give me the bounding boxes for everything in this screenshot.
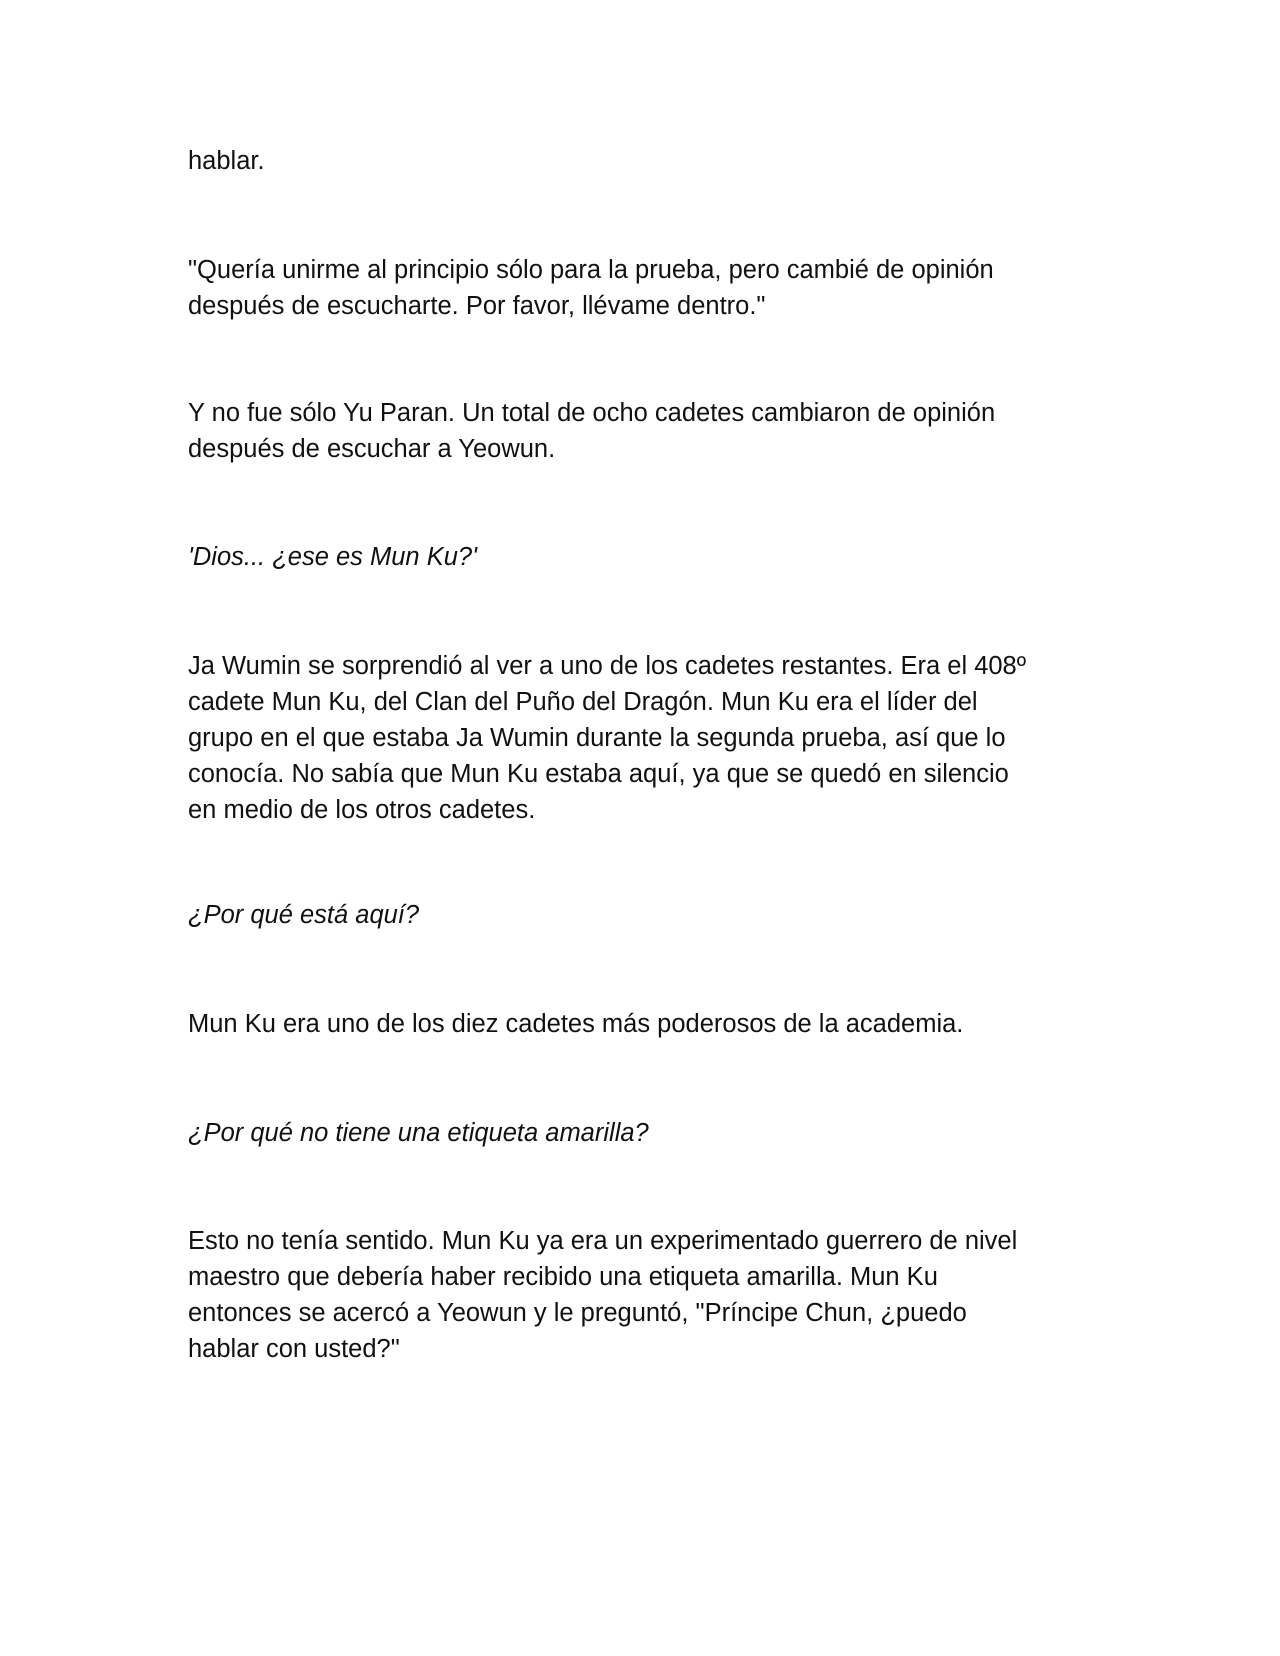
paragraph-4-thought: 'Dios... ¿ese es Mun Ku?' bbox=[188, 543, 477, 571]
paragraph-8-thought: ¿Por qué no tiene una etiqueta amarilla? bbox=[188, 1119, 649, 1147]
paragraph-9: Esto no tenía sentido. Mun Ku ya era un experimentado guerrero de nivel maestro que debería haber recibido una etiqueta amarilla. Mun Ku entonces se acercó a Yeowun y le preguntó, "Príncipe Chun, ¿puedo hablar con usted?" bbox=[188, 1227, 1018, 1363]
paragraph-2: "Quería unirme al principio sólo para la prueba, pero cambié de opinión después de escucharte. Por favor, llévame dentro." bbox=[188, 256, 994, 320]
paragraph-1: hablar. bbox=[188, 147, 265, 175]
paragraph-7: Mun Ku era uno de los diez cadetes más poderosos de la academia. bbox=[188, 1010, 964, 1038]
paragraph-5: Ja Wumin se sorprendió al ver a uno de los cadetes restantes. Era el 408º cadete Mun Ku, del Clan del Puño del Dragón. Mun Ku era el líder del grupo en el que estaba Ja Wumin durante la segunda prueba, así que lo conocía. No sabía que Mun Ku estaba aquí, ya que se quedó en silencio en medio de los otros cadetes. bbox=[188, 652, 1027, 824]
paragraph-6-thought: ¿Por qué está aquí? bbox=[188, 901, 420, 929]
paragraph-3: Y no fue sólo Yu Paran. Un total de ocho cadetes cambiaron de opinión después de escuchar a Yeowun. bbox=[188, 399, 996, 463]
